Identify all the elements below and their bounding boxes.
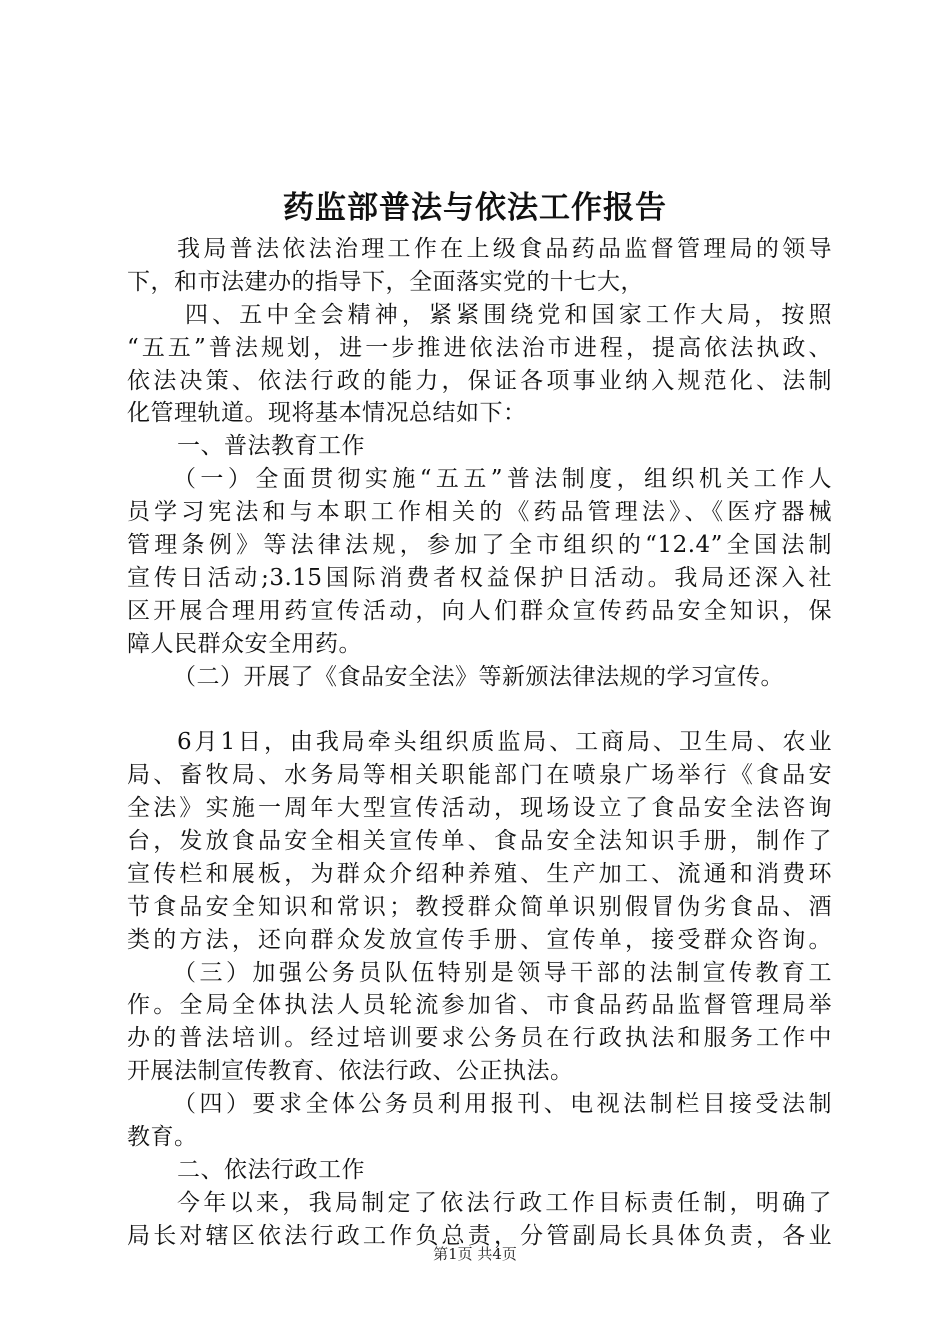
body-line: （二）开展了《食品安全法》等新颁法律法规的学习宣传。 xyxy=(173,663,784,690)
body-line: 局、畜牧局、水务局等相关职能部门在喷泉广场举行《食品安 xyxy=(127,762,832,789)
body-line: 台，发放食品安全相关宣传单、食品安全法知识手册，制作了 xyxy=(127,828,832,855)
body-line: 障人民群众安全用药。 xyxy=(127,630,362,657)
body-line: 办的普法培训。经过培训要求公务员在行政执法和服务工作中 xyxy=(127,1025,832,1052)
body-line: 依法决策、依法行政的能力，保证各项事业纳入规范化、法制 xyxy=(127,367,832,394)
body-line: （四）要求全体公务员利用报刊、电视法制栏目接受法制 xyxy=(173,1091,832,1118)
body-line: （一）全面贯彻实施“五五”普法制度，组织机关工作人 xyxy=(173,466,832,493)
body-line: “五五”普法规划，进一步推进依法治市进程，提高依法执政、 xyxy=(127,334,832,361)
document-body xyxy=(127,233,832,1253)
page-footer: 第1页 共4页 xyxy=(433,1245,517,1263)
blank-line xyxy=(127,693,832,726)
body-line: 宣传栏和展板，为群众介绍种养殖、生产加工、流通和消费环 xyxy=(127,860,832,887)
section-heading: 二、依法行政工作 xyxy=(177,1156,365,1183)
body-line: 宣传日活动;3.15国际消费者权益保护日活动。我局还深入社 xyxy=(127,564,832,591)
body-line: 6月1日，由我局牵头组织质监局、工商局、卫生局、农业 xyxy=(177,729,832,756)
body-line: 管理条例》等法律法规，参加了全市组织的“12.4”全国法制 xyxy=(127,532,832,559)
body-line: 区开展合理用药宣传活动，向人们群众宣传药品安全知识，保 xyxy=(127,597,832,624)
body-line: 员学习宪法和与本职工作相关的《药品管理法》、《医疗器械 xyxy=(127,499,832,526)
body-line: 全法》实施一周年大型宣传活动，现场设立了食品安全法咨询 xyxy=(127,795,832,822)
body-line: 教育。 xyxy=(127,1124,198,1151)
body-line: 下，和市法建办的指导下，全面落实党的十七大， xyxy=(127,268,644,295)
document-title: 药监部普法与依法工作报告 xyxy=(283,190,667,226)
body-line: 类的方法，还向群众发放宣传手册、宣传单，接受群众咨询。 xyxy=(127,926,832,953)
body-line: 开展法制宣传教育、依法行政、公正执法。 xyxy=(127,1058,574,1085)
section-heading: 一、普法教育工作 xyxy=(177,433,365,460)
body-line: 局长对辖区依法行政工作负总责，分管副局长具体负责，各业 xyxy=(127,1222,832,1249)
body-line: 四、五中全会精神，紧紧围绕党和国家工作大局，按照 xyxy=(185,301,832,328)
body-line: 今年以来，我局制定了依法行政工作目标责任制，明确了 xyxy=(177,1189,832,1216)
body-line: 我局普法依法治理工作在上级食品药品监督管理局的领导 xyxy=(177,236,832,262)
body-line: 节食品安全知识和常识；教授群众简单识别假冒伪劣食品、酒 xyxy=(127,893,832,920)
body-line: （三）加强公务员队伍特别是领导干部的法制宣传教育工 xyxy=(173,959,832,986)
body-line: 化管理轨道。现将基本情况总结如下： xyxy=(127,400,527,427)
body-line: 作。全局全体执法人员轮流参加省、市食品药品监督管理局举 xyxy=(127,992,832,1019)
